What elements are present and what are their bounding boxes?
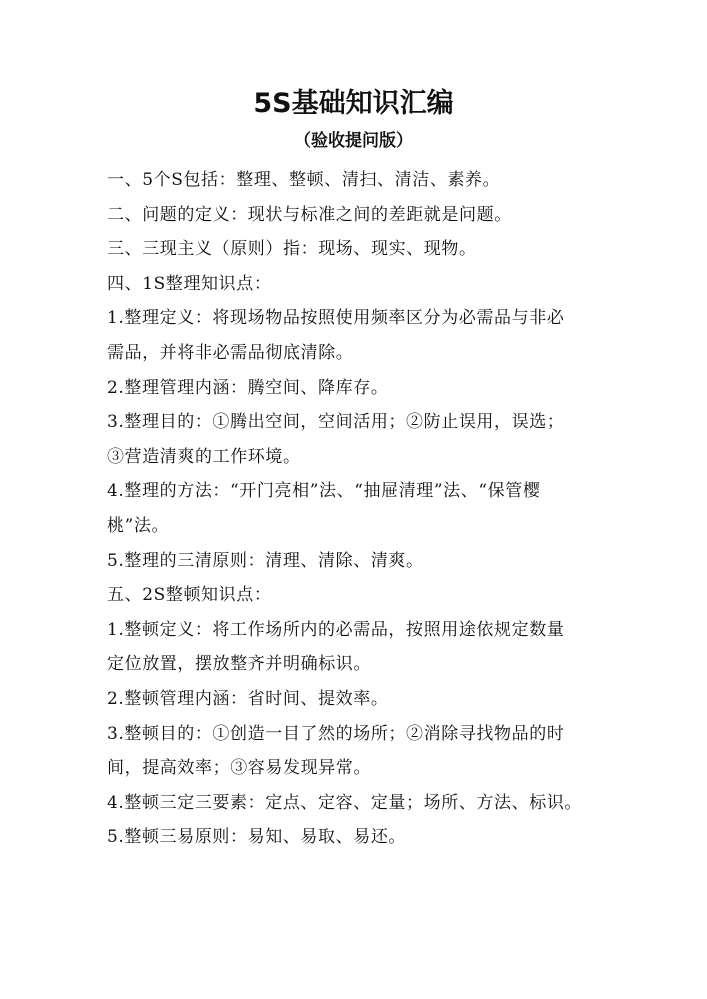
- section-heading-1s: 四、1S整理知识点：: [107, 273, 272, 294]
- text-line-1s-purpose: 3.整理目的：①腾出空间，空间活用；②防止误用，误选；: [107, 412, 565, 433]
- text-line-2s-connotation: 2.整顿管理内涵：省时间、提效率。: [107, 688, 389, 709]
- text-line-2s-three-easy: 5.整顿三易原则：易知、易取、易还。: [107, 827, 407, 848]
- text-line-2s-definition: 1.整顿定义：将工作场所内的必需品，按照用途依规定数量: [107, 619, 565, 640]
- text-line-1s-purpose-cont: ③营造清爽的工作环境。: [107, 446, 301, 467]
- document-title: 5S基础知识汇编: [253, 88, 454, 119]
- document-body: [107, 163, 601, 855]
- text-line-problem-definition: 二、问题的定义：现状与标准之间的差距就是问题。: [107, 204, 512, 225]
- document-subtitle: （验收提问版）: [294, 131, 413, 151]
- text-line-1s-methods: 4.整理的方法：“开门亮相”法、“抽屉清理”法、“保管樱: [107, 481, 541, 502]
- text-line-1s-methods-cont: 桃”法。: [107, 515, 170, 536]
- text-line-three-actual: 三、三现主义（原则）指：现场、现实、现物。: [107, 239, 477, 260]
- text-line-2s-three-fix: 4.整顿三定三要素：定点、定容、定量；场所、方法、标识。: [107, 792, 583, 813]
- text-line-1s-definition-cont: 需品，并将非必需品彻底清除。: [107, 342, 354, 363]
- text-line-2s-purpose-cont: 间，提高效率；③容易发现异常。: [107, 758, 371, 779]
- text-line-2s-purpose: 3.整顿目的：①创造一目了然的场所；②消除寻找物品的时: [107, 723, 565, 744]
- text-line-2s-definition-cont: 定位放置，摆放整齐并明确标识。: [107, 654, 371, 675]
- text-line-5s-list: 一、5个S包括：整理、整顿、清扫、清洁、素养。: [107, 170, 501, 190]
- text-line-1s-principles: 5.整理的三清原则：清理、清除、清爽。: [107, 550, 424, 571]
- text-line-1s-connotation: 2.整理管理内涵：腾空间、降库存。: [107, 377, 389, 398]
- text-line-1s-definition: 1.整理定义：将现场物品按照使用频率区分为必需品与非必: [107, 308, 565, 329]
- section-heading-2s: 五、2S整顿知识点：: [107, 585, 272, 606]
